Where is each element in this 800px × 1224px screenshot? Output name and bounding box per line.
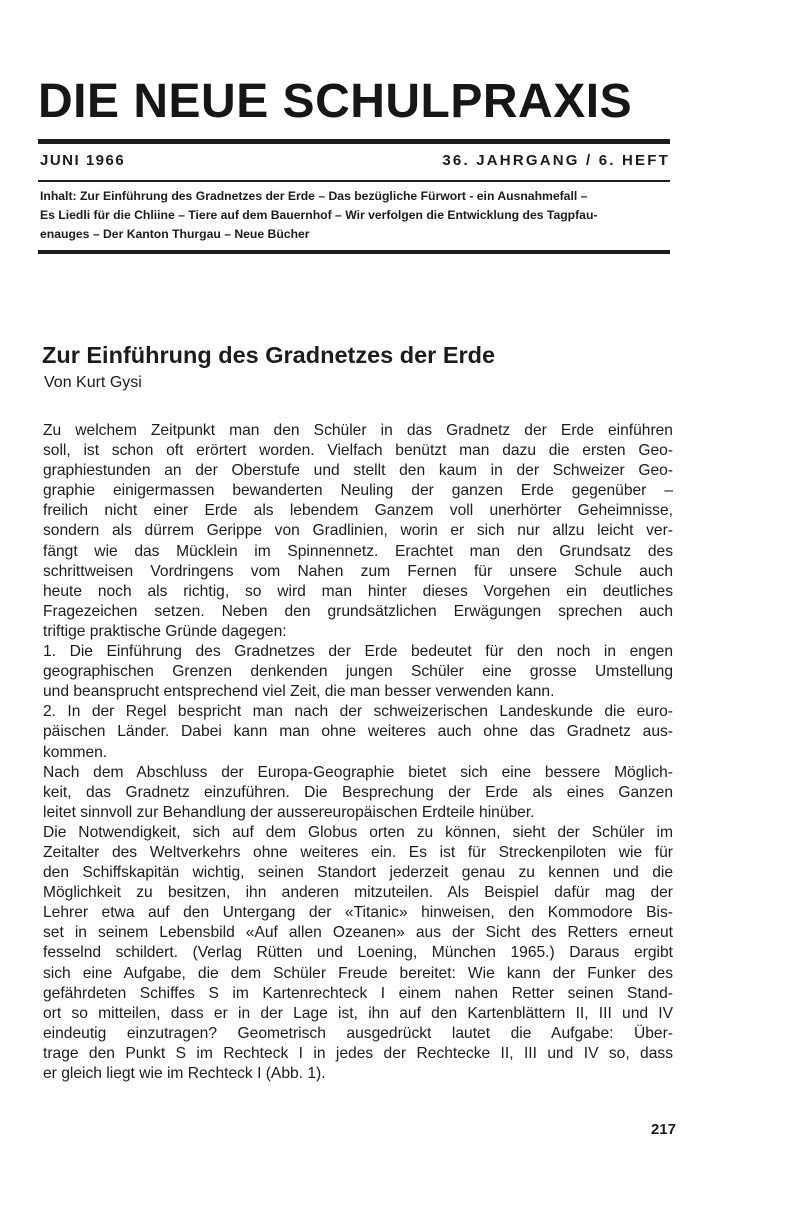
issue-date: JUNI 1966 [40, 152, 126, 169]
body-line: leitet sinnvoll zur Behandlung der aussereuropäischen Erdteile hinüber. [43, 803, 535, 821]
table-of-contents [40, 187, 672, 244]
contents-label: Inhalt: [40, 189, 77, 203]
body-line: Zu welchem Zeitpunkt man den Schüler in das Gradnetz der Erde einführen [43, 422, 673, 439]
body-line: den Schiffskapitän wichtig, seinen Standort jederzeit genau zu kennen und die [43, 864, 673, 882]
article-author: Von Kurt Gysi [44, 374, 142, 391]
body-line: triftige praktische Gründe dagegen: [43, 622, 287, 640]
body-line: set in seinem Lebensbild «Auf allen Ozeanen» aus der Sicht des Retters erneut [43, 924, 673, 942]
issue-volume: 36. JAHRGANG / 6. HEFT [442, 152, 670, 169]
body-line: 2. In der Regel bespricht man nach der schweizerischen Landeskunde die euro- [43, 703, 673, 721]
body-line: Möglichkeit zu besitzen, ihn anderen mitzuteilen. Als Beispiel dafür mag der [43, 884, 673, 902]
body-line: schrittweisen Vordringens vom Nahen zum Fernen für unsere Schule auch [43, 562, 673, 580]
body-line: er gleich liegt wie im Rechteck I (Abb. 1). [43, 1065, 326, 1082]
body-line: heute noch als richtig, so wird man hinter dieses Vorgehen ein deutliches [43, 582, 673, 600]
page-number: 217 [650, 1121, 676, 1138]
article-title: Zur Einführung des Gradnetzes der Erde [42, 342, 496, 368]
body-line: fängt wie das Mücklein im Spinnennetz. Erachtet man den Grundsatz des [43, 542, 673, 560]
body-line: ort so mitteilen, dass er in der Lage ist, ihn auf den Kartenblättern II, III und IV [43, 1004, 673, 1022]
body-line: eindeutig einzutragen? Geometrisch ausgedrückt lautet die Aufgabe: Über- [43, 1024, 673, 1042]
body-line: päischen Länder. Dabei kann man ohne weiteres auch ohne das Gradnetz aus- [43, 723, 673, 741]
body-line: graphie einigermassen bewanderten Neuling der ganzen Erde gegenüber – [43, 482, 673, 500]
body-line: freilich nicht einer Erde als lebendem Ganzem voll unerhörter Geheimnisse, [43, 502, 673, 520]
body-line: und beansprucht entsprechend viel Zeit, die man besser verwenden kann. [43, 683, 555, 701]
issue-rule [38, 180, 670, 182]
journal-masthead: DIE NEUE SCHULPRAXIS [38, 75, 633, 128]
body-line: Zeitalter des Weltverkehrs ohne weiteres ein. Es ist für Streckenpiloten wie für [43, 843, 673, 861]
contents-line [40, 187, 672, 206]
contents-line: Es Liedli für die Chliine – Tiere auf dem Bauernhof – Wir verfolgen die Entwicklung des Tagpfau- [40, 208, 598, 222]
article-body [43, 421, 673, 1084]
contents-rule [38, 250, 670, 254]
body-line: Die Notwendigkeit, sich auf dem Globus orten zu können, sieht der Schüler im [43, 823, 673, 841]
body-line: soll, ist schon oft erörtert worden. Vielfach benützt man dazu die ersten Geo- [43, 442, 673, 460]
body-line: fesselnd schildert. (Verlag Rütten und Loening, München 1965.) Daraus ergibt [43, 944, 673, 962]
body-line: Fragezeichen setzen. Neben den grundsätzlichen Erwägungen sprechen auch [43, 602, 673, 620]
body-line: gefährdeten Schiffes S im Kartenrechteck I einem nahen Retter seinen Stand- [43, 984, 673, 1002]
body-line: sich eine Aufgabe, die dem Schüler Freude bereitet: Wie kann der Funker des [43, 964, 673, 982]
contents-text: Zur Einführung des Gradnetzes der Erde – Das bezügliche Fürwort - ein Ausnahmefall – [76, 189, 588, 203]
body-line: trage den Punkt S im Rechteck I in jedes der Rechtecke II, III und IV so, dass [43, 1044, 673, 1062]
body-line: 1. Die Einführung des Gradnetzes der Erde bedeutet für den noch in engen [43, 643, 673, 661]
body-line: graphiestunden an der Oberstufe und stellt den kaum in der Schweizer Geo- [43, 462, 673, 480]
body-line: sondern als dürrem Gerippe von Gradlinien, worin er sich nur allzu leicht ver- [43, 522, 673, 540]
body-line: Nach dem Abschluss der Europa-Geographie bietet sich eine bessere Möglich- [43, 763, 673, 781]
body-line: keit, das Gradnetz einzuführen. Die Besprechung der Erde als eines Ganzen [43, 783, 673, 801]
contents-line: enauges – Der Kanton Thurgau – Neue Bücher [40, 227, 310, 241]
body-line: kommen. [43, 743, 108, 761]
masthead-rule [38, 139, 670, 144]
body-line: geographischen Grenzen denkenden jungen Schüler eine grosse Umstellung [43, 663, 673, 681]
body-line: Lehrer etwa auf den Untergang der «Titanic» hinweisen, den Kommodore Bis- [43, 904, 673, 922]
